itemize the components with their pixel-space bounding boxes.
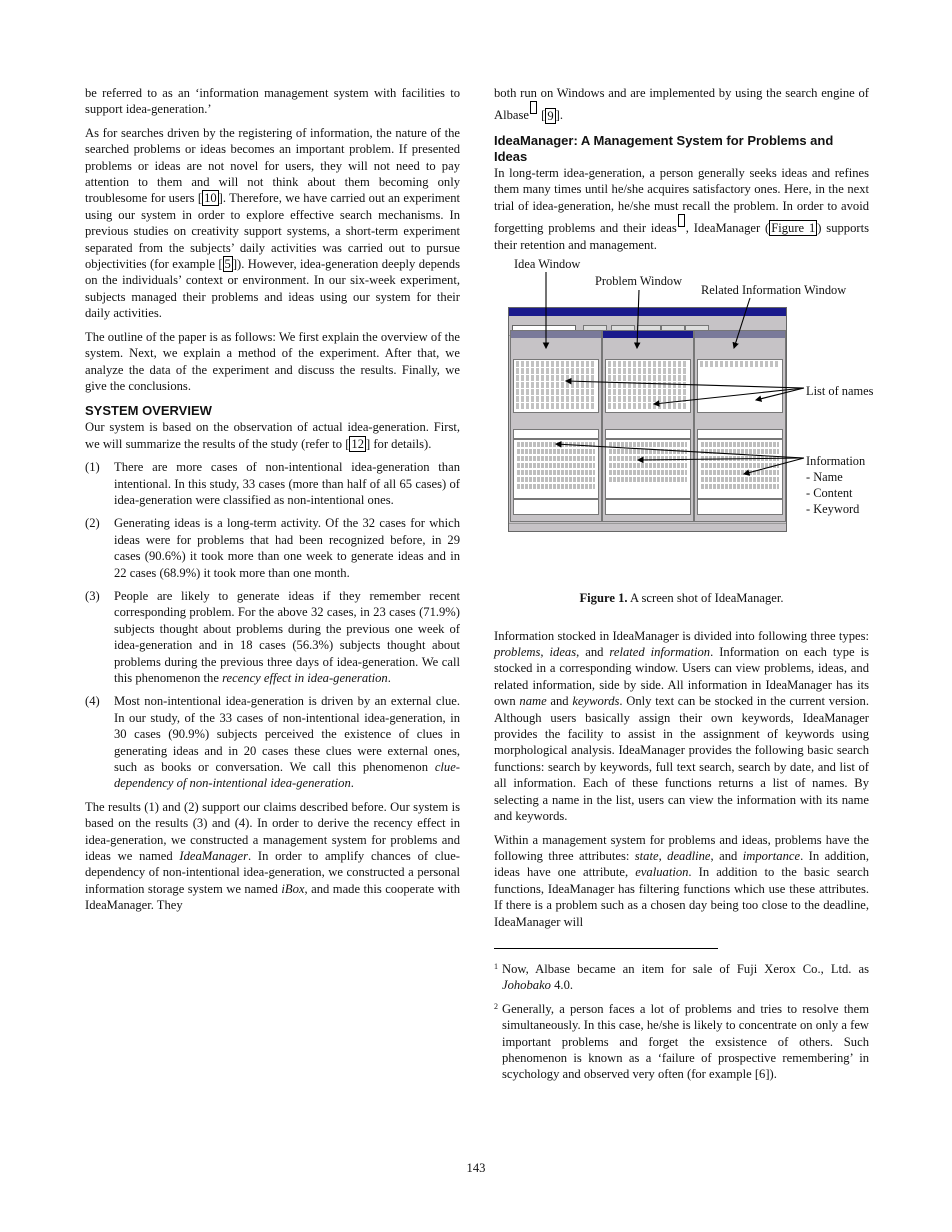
arrow-list-idea bbox=[566, 381, 804, 388]
list-item bbox=[85, 588, 460, 686]
callout-arrows bbox=[494, 260, 869, 570]
footnote-separator bbox=[494, 948, 718, 949]
emphasis: name bbox=[519, 694, 547, 709]
citation-link[interactable]: 10 bbox=[204, 191, 217, 206]
findings-list bbox=[85, 459, 460, 792]
list-item bbox=[85, 515, 460, 581]
emphasis: ideas bbox=[549, 645, 577, 660]
emphasis: related information bbox=[609, 645, 711, 660]
list-item bbox=[85, 459, 460, 508]
text-run: Now, Albase became an item for sale of Fuji Xerox Co., Ltd. as bbox=[502, 961, 869, 976]
text-run: Our system is based on the observation of actual idea-generation. First, we will summarize the results of the study (refer to [ bbox=[85, 420, 460, 451]
label-related-window: Related Information Window bbox=[701, 283, 847, 298]
figure-link[interactable]: Figure 1 bbox=[771, 221, 816, 236]
text-run: 4.0. bbox=[550, 978, 574, 993]
arrow-info-problem bbox=[638, 458, 804, 460]
item-number: (3) bbox=[85, 588, 100, 603]
text-run: . Only text can be stocked in the current version. Although users basically assign their own keywords, IdeaManager provides the facility to assist in the assignment of keywords using morphological analysis. IdeaManager provides the following basic search functions: search by keywords, full text search, search by date, and list of all information. Each of these functions returns a list of names. By selecting a name in the list, users can view the information with its name and keywords. bbox=[494, 694, 869, 824]
emphasis: clue-dependency of non-intentional idea-generation bbox=[114, 760, 460, 791]
text-run: Information stocked in IdeaManager is divided into following three types: bbox=[494, 628, 869, 643]
text-run: , and made this cooperate with IdeaManager. They bbox=[85, 881, 460, 913]
text-run: . In addition, ideas have one attribute, bbox=[494, 848, 870, 880]
label-information: Information bbox=[806, 454, 866, 469]
right-column bbox=[494, 85, 874, 1090]
emphasis: deadline bbox=[667, 848, 711, 863]
paragraph bbox=[494, 628, 869, 825]
citation-link[interactable]: 9 bbox=[547, 108, 554, 123]
footnote-marker[interactable] bbox=[678, 214, 685, 227]
footnote-2 bbox=[494, 1001, 869, 1083]
item-text: Generating ideas is a long-term activity. Of the 32 cases for which ideas were for problems that had been recognized before, in 29 cases (90.6%) it took more than one week to generate ideas and in 22 cases (68.9%) it took more than one month. bbox=[114, 516, 460, 580]
caption-text: A screen shot of IdeaManager. bbox=[627, 591, 784, 606]
footnote-text bbox=[502, 961, 869, 994]
text-run: , and bbox=[710, 848, 743, 863]
paragraph bbox=[494, 85, 869, 124]
section-heading: IdeaManager: A Management System for Problems and Ideas bbox=[494, 133, 834, 164]
text-run: In long-term idea-generation, a person generally seeks ideas and refines them many times until he/she acquires satisfactory ones. Here, in the next trial of idea-generation, he/she must recall the problem. In order to avoid forgetting problems and their ideas bbox=[494, 166, 869, 236]
text-run: People are likely to generate ideas if they remember recent corresponding problem. For the above 32 cases, in 23 cases (71.9%) subjects thought about problems during the previous one week of idea-generation and in 18 cases (56.3%) subjects thought about problems during the previous three days of idea-generation. We call this phenomenon the bbox=[114, 588, 460, 685]
caption-label: Figure 1. bbox=[579, 591, 628, 606]
text-run: , IdeaManager ( bbox=[685, 221, 770, 236]
label-list-of-names: List of names bbox=[806, 384, 874, 399]
label-info-content: - Content bbox=[806, 486, 853, 501]
text-run: ]. Therefore, we have carried out an experiment using our system in order to explore effective search mechanisms. In previous studies on creativity support systems, a short-term experiment separated from the subjects’ daily activities was carried out to pursue objectivities (for example [ bbox=[85, 191, 460, 272]
arrow-list-problem bbox=[654, 388, 804, 404]
arrow-info-idea bbox=[556, 444, 804, 458]
paragraph bbox=[85, 125, 460, 322]
emphasis: iBox bbox=[281, 881, 305, 896]
paragraph: be referred to as an ‘information management system with facilities to support idea-generation.’ bbox=[85, 86, 460, 117]
paragraph bbox=[85, 419, 460, 452]
emphasis: Johobako bbox=[502, 978, 551, 993]
text-run: and bbox=[546, 694, 573, 709]
label-idea-window: Idea Window bbox=[514, 257, 581, 272]
arrow-list-related bbox=[756, 388, 804, 400]
item-text: There are more cases of non-intentional idea-generation than intentional. In this study, 33 cases (more than half of all 65 cases) of idea-generation were classified as non-intentional ones. bbox=[114, 460, 460, 507]
paragraph bbox=[85, 799, 460, 914]
text-run: . In order to amplify chances of clue-dependency of non-intentional idea-generation, we constructed a personal information storage system we named bbox=[85, 849, 460, 896]
list-item bbox=[85, 693, 460, 791]
footnote-1 bbox=[494, 961, 869, 994]
arrow-problem-window bbox=[637, 290, 639, 348]
emphasis: evaluation bbox=[635, 865, 689, 880]
paragraph bbox=[494, 832, 869, 930]
text-run: ] for details). bbox=[365, 436, 432, 451]
figure-caption bbox=[494, 590, 869, 606]
footnote-number: 1 bbox=[494, 961, 498, 971]
label-info-keyword: - Keyword bbox=[806, 502, 860, 517]
text-run: Within a management system for problems and ideas, problems have the following three attributes: bbox=[494, 832, 869, 863]
text-run: ]). However, idea-generation deeply depends on the individuals’ context or environment. In our six-week experiment, subjects managed their problems and ideas using our system for their daily activities. bbox=[85, 257, 460, 321]
item-text bbox=[114, 588, 460, 686]
emphasis: keywords bbox=[572, 694, 620, 709]
footnote-marker[interactable] bbox=[530, 101, 537, 114]
text-run: . bbox=[387, 671, 391, 685]
text-run: ]. bbox=[555, 108, 563, 123]
text-run: both run on Windows and are implemented by using the search engine of Albase bbox=[494, 86, 869, 123]
text-run: , and bbox=[576, 645, 610, 660]
text-run: . bbox=[350, 776, 354, 791]
text-run: The results (1) and (2) support our claims described before. Our system is based on the results (3) and (4). In order to derive the recency effect in idea-generation, we constructed a management system for problems and ideas we named bbox=[85, 799, 460, 864]
citation-link[interactable]: 12 bbox=[351, 436, 364, 451]
page-number: 143 bbox=[466, 1161, 486, 1175]
footnote-text: Generally, a person faces a lot of problems and tries to resolve them simultaneously. In this case, he/she is likely to concentrate on only a few important problems and forget the exsistence of others. Such phenomenon is known as a ‘failure of prospective remembering’ in scychology and observed very often (for example [6]). bbox=[502, 1001, 869, 1082]
paragraph: The outline of the paper is as follows: We first explain the overview of the system. Next, we explain a method of the experiment. After that, we analyze the data of the experiment and discuss the results. Finally, we give the conclusions. bbox=[85, 329, 460, 393]
text-run: [ bbox=[537, 108, 546, 123]
label-problem-window: Problem Window bbox=[595, 274, 683, 289]
emphasis: importance bbox=[742, 848, 801, 863]
text-run: Most non-intentional idea-generation is driven by an external clue. In our study, of the 33 cases of non-intentional idea-generation, in 30 cases (90.9%) subjects perceived the existence of clues in generating ideas and in 20 cases these clues were external ones, such as books or conversation. We call this phenomenon bbox=[114, 694, 460, 775]
text-run: . Information on each type is stocked in a corresponding window. Users can view problems, ideas, and related information, side by side. All information in IdeaManager has its own bbox=[494, 645, 869, 709]
arrow-related-window bbox=[734, 298, 750, 348]
arrow-info-related bbox=[744, 458, 804, 474]
section-heading: SYSTEM OVERVIEW bbox=[85, 403, 212, 419]
emphasis: recency effect in idea-generation bbox=[222, 671, 388, 685]
text-run: . In addition to the basic search functions, IdeaManager has filtering functions which use these attributes. If there is a problem such as a chosen day being too close to the deadline, IdeaManager will bbox=[494, 865, 869, 929]
item-number: (2) bbox=[85, 516, 100, 531]
paragraph bbox=[494, 165, 869, 253]
item-text bbox=[114, 693, 460, 791]
emphasis: state bbox=[634, 848, 659, 863]
left-column bbox=[85, 85, 460, 921]
label-info-name: - Name bbox=[806, 470, 843, 485]
text-run: , bbox=[658, 848, 668, 863]
citation-link[interactable]: 5 bbox=[224, 257, 231, 272]
emphasis: problems bbox=[494, 645, 541, 660]
item-number: (1) bbox=[85, 460, 100, 475]
emphasis: IdeaManager bbox=[179, 849, 248, 864]
text-run: ) supports their retention and management. bbox=[494, 221, 869, 252]
footnote-number: 2 bbox=[494, 1001, 498, 1011]
text-run: As for searches driven by the registering of information, the nature of the searched problems or ideas becomes an important problem. If presented problems or ideas are not novel for users, they will not need to pay attention to them and will not think about them becoming only troublesome for users [ bbox=[85, 125, 460, 206]
text-run: , bbox=[540, 645, 550, 660]
item-number: (4) bbox=[85, 694, 100, 709]
figure-1 bbox=[494, 257, 874, 570]
